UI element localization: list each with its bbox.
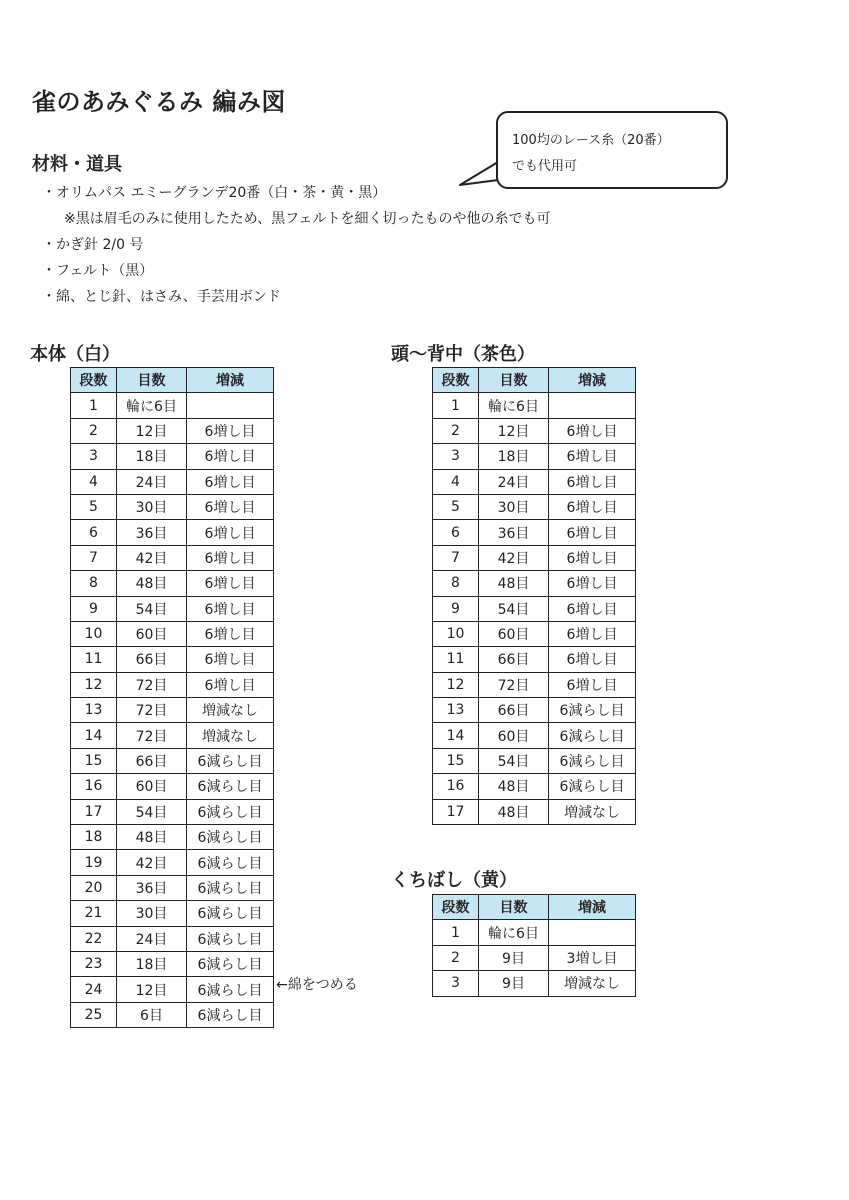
table-row xyxy=(433,971,636,996)
row-number-cell: 10 xyxy=(71,621,117,646)
table-row xyxy=(71,850,274,875)
row-number-cell: 12 xyxy=(71,672,117,697)
row-number-cell: 9 xyxy=(433,596,479,621)
table-row xyxy=(71,647,274,672)
table-row xyxy=(71,901,274,926)
stitch-count-cell: 24目 xyxy=(117,926,187,951)
row-number-cell: 5 xyxy=(433,494,479,519)
table-row xyxy=(433,621,636,646)
header-rows: 段数 xyxy=(433,368,479,393)
row-number-cell: 2 xyxy=(433,418,479,443)
table-row xyxy=(433,444,636,469)
body-table-heading: 本体（白） xyxy=(30,344,120,365)
change-cell: 6増し目 xyxy=(549,596,636,621)
stitch-count-cell: 48目 xyxy=(479,799,549,824)
table-row xyxy=(433,723,636,748)
table-row xyxy=(71,444,274,469)
change-cell: 6減らし目 xyxy=(549,748,636,773)
change-cell: 6増し目 xyxy=(549,647,636,672)
table-row xyxy=(71,418,274,443)
materials-list xyxy=(42,180,550,310)
stuffing-note: ←綿をつめる xyxy=(276,977,358,993)
stitch-count-cell: 42目 xyxy=(117,850,187,875)
row-number-cell: 13 xyxy=(433,698,479,723)
table-row xyxy=(433,571,636,596)
change-cell: 6増し目 xyxy=(187,621,274,646)
callout-bubble xyxy=(496,111,728,189)
table-row xyxy=(433,920,636,945)
row-number-cell: 15 xyxy=(71,748,117,773)
table-row xyxy=(433,799,636,824)
row-number-cell: 13 xyxy=(71,698,117,723)
materials-item-yarn: ・オリムパス エミーグランデ20番（白・茶・黄・黒） xyxy=(42,185,387,201)
table-row xyxy=(71,393,274,418)
stitch-count-cell: 24目 xyxy=(479,469,549,494)
table-row xyxy=(433,647,636,672)
header-stitches: 目数 xyxy=(117,368,187,393)
table-row xyxy=(71,723,274,748)
change-cell: 3増し目 xyxy=(549,945,636,970)
row-number-cell: 14 xyxy=(433,723,479,748)
header-stitches: 目数 xyxy=(479,895,549,920)
stitch-count-cell: 18目 xyxy=(117,951,187,976)
callout-tail xyxy=(458,158,500,188)
header-rows: 段数 xyxy=(71,368,117,393)
stitch-count-cell: 18目 xyxy=(479,444,549,469)
stitch-count-cell: 輪に6目 xyxy=(479,393,549,418)
stitch-count-cell: 30目 xyxy=(117,494,187,519)
table-row xyxy=(433,393,636,418)
stitch-count-cell: 54目 xyxy=(479,596,549,621)
body-table xyxy=(70,367,274,1028)
table-row xyxy=(71,571,274,596)
row-number-cell: 3 xyxy=(433,444,479,469)
row-number-cell: 10 xyxy=(433,621,479,646)
change-cell: 6増し目 xyxy=(187,444,274,469)
stitch-count-cell: 輪に6目 xyxy=(117,393,187,418)
change-cell: 6増し目 xyxy=(187,571,274,596)
row-number-cell: 7 xyxy=(71,545,117,570)
change-cell xyxy=(187,393,274,418)
change-cell: 6増し目 xyxy=(187,647,274,672)
change-cell: 増減なし xyxy=(187,698,274,723)
change-cell: 6増し目 xyxy=(187,494,274,519)
table-row xyxy=(71,748,274,773)
change-cell: 6増し目 xyxy=(187,672,274,697)
change-cell: 6増し目 xyxy=(549,621,636,646)
change-cell: 6減らし目 xyxy=(549,723,636,748)
row-number-cell: 6 xyxy=(433,520,479,545)
row-number-cell: 2 xyxy=(71,418,117,443)
row-number-cell: 3 xyxy=(433,971,479,996)
header-increase-decrease: 増減 xyxy=(549,368,636,393)
change-cell: 6減らし目 xyxy=(187,799,274,824)
row-number-cell: 24 xyxy=(71,977,117,1002)
change-cell: 6減らし目 xyxy=(187,875,274,900)
table-row xyxy=(71,926,274,951)
row-number-cell: 23 xyxy=(71,951,117,976)
row-number-cell: 19 xyxy=(71,850,117,875)
materials-item-tools: ・綿、とじ針、はさみ、手芸用ボンド xyxy=(42,289,281,305)
change-cell: 6増し目 xyxy=(549,418,636,443)
change-cell: 6減らし目 xyxy=(187,850,274,875)
stitch-count-cell: 66目 xyxy=(117,647,187,672)
row-number-cell: 15 xyxy=(433,748,479,773)
table-row xyxy=(433,494,636,519)
page-title: 雀のあみぐるみ 編み図 xyxy=(32,88,286,116)
stitch-count-cell: 42目 xyxy=(479,545,549,570)
stitch-count-cell: 12目 xyxy=(117,977,187,1002)
row-number-cell: 20 xyxy=(71,875,117,900)
row-number-cell: 18 xyxy=(71,825,117,850)
stitch-count-cell: 54目 xyxy=(117,596,187,621)
table-row xyxy=(71,545,274,570)
change-cell: 6減らし目 xyxy=(549,774,636,799)
table-header-row xyxy=(433,368,636,393)
stitch-count-cell: 66目 xyxy=(479,647,549,672)
table-row xyxy=(71,596,274,621)
change-cell: 6減らし目 xyxy=(187,825,274,850)
row-number-cell: 1 xyxy=(433,393,479,418)
table-row xyxy=(71,672,274,697)
row-number-cell: 7 xyxy=(433,545,479,570)
table-row xyxy=(71,951,274,976)
change-cell: 6減らし目 xyxy=(187,926,274,951)
stitch-count-cell: 60目 xyxy=(117,774,187,799)
callout-line-2: でも代用可 xyxy=(512,159,578,174)
materials-item-felt: ・フェルト（黒） xyxy=(42,263,154,279)
stitch-count-cell: 60目 xyxy=(479,723,549,748)
table-row xyxy=(71,977,274,1002)
table-row xyxy=(71,1002,274,1027)
table-row xyxy=(433,748,636,773)
header-stitches: 目数 xyxy=(479,368,549,393)
stitch-count-cell: 48目 xyxy=(117,571,187,596)
stitch-count-cell: 30目 xyxy=(479,494,549,519)
row-number-cell: 12 xyxy=(433,672,479,697)
header-increase-decrease: 増減 xyxy=(187,368,274,393)
stitch-count-cell: 72目 xyxy=(117,672,187,697)
table-row xyxy=(433,520,636,545)
table-row xyxy=(433,672,636,697)
table-row xyxy=(71,520,274,545)
table-row xyxy=(71,698,274,723)
stitch-count-cell: 48目 xyxy=(479,774,549,799)
row-number-cell: 4 xyxy=(433,469,479,494)
change-cell: 6増し目 xyxy=(549,469,636,494)
table-row xyxy=(433,596,636,621)
change-cell: 6増し目 xyxy=(549,494,636,519)
stitch-count-cell: 48目 xyxy=(479,571,549,596)
table-row xyxy=(71,774,274,799)
change-cell: 6減らし目 xyxy=(187,1002,274,1027)
table-row xyxy=(433,945,636,970)
stitch-count-cell: 36目 xyxy=(479,520,549,545)
change-cell xyxy=(549,920,636,945)
row-number-cell: 8 xyxy=(433,571,479,596)
change-cell: 6増し目 xyxy=(549,571,636,596)
row-number-cell: 3 xyxy=(71,444,117,469)
beak-table-heading: くちばし（黄） xyxy=(391,870,517,891)
stitch-count-cell: 36目 xyxy=(117,875,187,900)
change-cell: 6減らし目 xyxy=(187,774,274,799)
table-row xyxy=(433,698,636,723)
row-number-cell: 11 xyxy=(433,647,479,672)
stitch-count-cell: 24目 xyxy=(117,469,187,494)
row-number-cell: 17 xyxy=(433,799,479,824)
change-cell: 6増し目 xyxy=(549,545,636,570)
change-cell: 増減なし xyxy=(549,799,636,824)
materials-heading: 材料・道具 xyxy=(32,154,122,175)
stitch-count-cell: 42目 xyxy=(117,545,187,570)
stitch-count-cell: 72目 xyxy=(117,723,187,748)
stitch-count-cell: 48目 xyxy=(117,825,187,850)
stitch-count-cell: 輪に6目 xyxy=(479,920,549,945)
row-number-cell: 14 xyxy=(71,723,117,748)
row-number-cell: 21 xyxy=(71,901,117,926)
stitch-count-cell: 18目 xyxy=(117,444,187,469)
stitch-count-cell: 72目 xyxy=(479,672,549,697)
change-cell: 6増し目 xyxy=(549,672,636,697)
change-cell xyxy=(549,393,636,418)
materials-item-hook: ・かぎ針 2/0 号 xyxy=(42,237,144,253)
table-header-row xyxy=(71,368,274,393)
row-number-cell: 1 xyxy=(433,920,479,945)
stitch-count-cell: 66目 xyxy=(479,698,549,723)
table-row xyxy=(71,875,274,900)
change-cell: 6増し目 xyxy=(187,520,274,545)
row-number-cell: 6 xyxy=(71,520,117,545)
change-cell: 6減らし目 xyxy=(187,951,274,976)
table-header-row xyxy=(433,895,636,920)
row-number-cell: 8 xyxy=(71,571,117,596)
stitch-count-cell: 60目 xyxy=(117,621,187,646)
stitch-count-cell: 30目 xyxy=(117,901,187,926)
table-row xyxy=(71,825,274,850)
change-cell: 6増し目 xyxy=(549,520,636,545)
stitch-count-cell: 12目 xyxy=(479,418,549,443)
change-cell: 6増し目 xyxy=(187,596,274,621)
change-cell: 6増し目 xyxy=(549,444,636,469)
materials-item-note: ※黒は眉毛のみに使用したため、黒フェルトを細く切ったものや他の糸でも可 xyxy=(64,211,551,227)
stitch-count-cell: 6目 xyxy=(117,1002,187,1027)
row-number-cell: 4 xyxy=(71,469,117,494)
stitch-count-cell: 66目 xyxy=(117,748,187,773)
change-cell: 6減らし目 xyxy=(187,748,274,773)
table-row xyxy=(71,469,274,494)
row-number-cell: 16 xyxy=(433,774,479,799)
head-table xyxy=(432,367,636,825)
change-cell: 増減なし xyxy=(187,723,274,748)
header-rows: 段数 xyxy=(433,895,479,920)
table-row xyxy=(433,545,636,570)
change-cell: 6減らし目 xyxy=(187,977,274,1002)
change-cell: 6減らし目 xyxy=(549,698,636,723)
row-number-cell: 16 xyxy=(71,774,117,799)
table-row xyxy=(71,621,274,646)
change-cell: 増減なし xyxy=(549,971,636,996)
row-number-cell: 22 xyxy=(71,926,117,951)
stitch-count-cell: 12目 xyxy=(117,418,187,443)
table-row xyxy=(433,418,636,443)
change-cell: 6増し目 xyxy=(187,469,274,494)
stitch-count-cell: 9目 xyxy=(479,945,549,970)
row-number-cell: 11 xyxy=(71,647,117,672)
stitch-count-cell: 54目 xyxy=(479,748,549,773)
table-row xyxy=(71,799,274,824)
callout-line-1: 100均のレース糸（20番） xyxy=(512,133,670,148)
row-number-cell: 25 xyxy=(71,1002,117,1027)
stitch-count-cell: 36目 xyxy=(117,520,187,545)
row-number-cell: 5 xyxy=(71,494,117,519)
row-number-cell: 1 xyxy=(71,393,117,418)
row-number-cell: 17 xyxy=(71,799,117,824)
beak-table xyxy=(432,894,636,997)
change-cell: 6増し目 xyxy=(187,418,274,443)
stitch-count-cell: 9目 xyxy=(479,971,549,996)
head-table-heading: 頭～背中（茶色） xyxy=(391,344,535,365)
table-row xyxy=(433,469,636,494)
header-increase-decrease: 増減 xyxy=(549,895,636,920)
stitch-count-cell: 60目 xyxy=(479,621,549,646)
change-cell: 6増し目 xyxy=(187,545,274,570)
table-row xyxy=(71,494,274,519)
stitch-count-cell: 72目 xyxy=(117,698,187,723)
row-number-cell: 2 xyxy=(433,945,479,970)
table-row xyxy=(433,774,636,799)
stitch-count-cell: 54目 xyxy=(117,799,187,824)
change-cell: 6減らし目 xyxy=(187,901,274,926)
row-number-cell: 9 xyxy=(71,596,117,621)
